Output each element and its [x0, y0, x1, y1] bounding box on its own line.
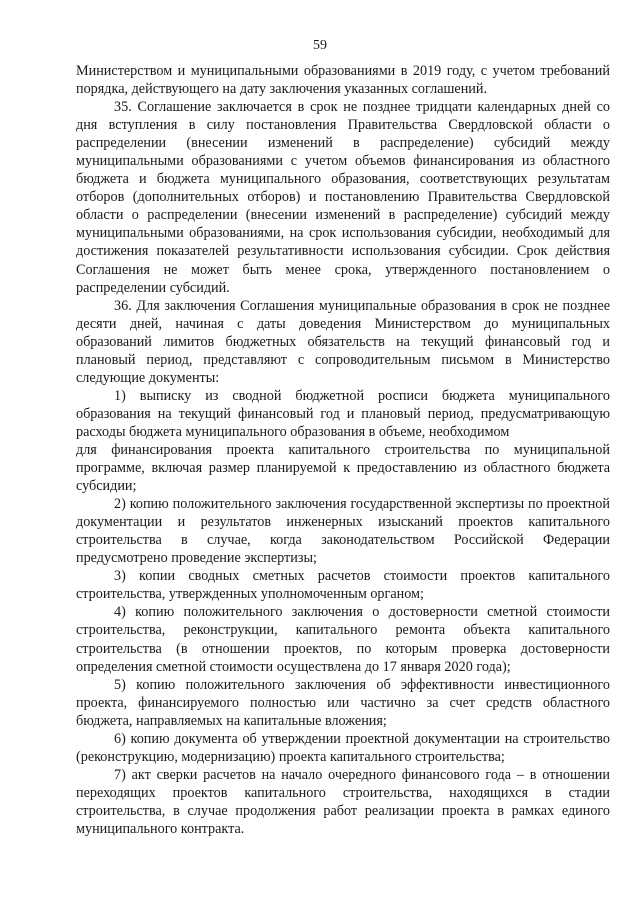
body-paragraph: 4) копию положительного заключения о достоверности сметной стоимости строительства, реконструкции, капитального ремонта объекта капитального строительства (в отношении проектов, по которым проверка достоверности определения сметной стоимости осуществлена до 17 января 2020 года);: [76, 604, 610, 675]
document-body: [76, 62, 610, 838]
body-paragraph: 36. Для заключения Соглашения муниципальные образования в срок не позднее десяти дней, начиная с даты доведения Министерством до муниципальных образований лимитов бюджетных обязательств на текущий финансовый год и плановый период, представляют с сопроводительным письмом в Министерство следующие документы:: [76, 297, 610, 386]
body-paragraph: 6) копию документа об утверждении проектной документации на строительство (реконструкцию, модернизацию) проекта капитального строительства;: [76, 730, 610, 765]
page-number: 59: [313, 38, 327, 53]
body-paragraph: для финансирования проекта капитального строительства по муниципальной программе, включая размер планируемой к предоставлению из областного бюджета субсидии;: [76, 441, 610, 495]
body-paragraph: Министерством и муниципальными образованиями в 2019 году, с учетом требований порядка, действующего на дату заключения указанных соглашений.: [76, 63, 610, 98]
body-paragraph: 1) выписку из сводной бюджетной росписи бюджета муниципального образования на текущий финансовый год и плановый период, предусматривающую расходы бюджета муниципального образования в объеме, необходимом: [76, 387, 610, 440]
body-paragraph: 7) акт сверки расчетов на начало очередного финансового года – в отношении переходящих проектов капитального строительства, находящихся в стадии строительства, в случае продолжения работ реализации проекта в рамках единого муниципального контракта.: [76, 766, 610, 837]
body-paragraph: 5) копию положительного заключения об эффективности инвестиционного проекта, финансируемого полностью или частично за счет средств областного бюджета, направляемых на капитальные вложения;: [76, 676, 610, 729]
body-paragraph: 35. Соглашение заключается в срок не позднее тридцати календарных дней со дня вступления в силу постановления Правительства Свердловской области о распределении (внесении изменений в распределение) субсидий между муниципальными образованиями с учетом объемов финансирования из областного бюджета и бюджета муниципального образования, соответствующих результатам отборов (дополнительных отборов) и постановлению Правительства Свердловской области о распределении (внесении изменений в распределение) субсидий между муниципальными образованиями, на срок использования субсидии, необходимый для достижения показателей результативности использования субсидии. Срок действия Соглашения не может быть менее срока, утвержденного постановлением о распределении субсидий.: [76, 99, 610, 296]
body-paragraph: 3) копии сводных сметных расчетов стоимости проектов капитального строительства, утвержденных уполномоченным органом;: [76, 568, 610, 603]
body-paragraph: 2) копию положительного заключения государственной экспертизы по проектной документации и результатов инженерных изысканий проектов капитального строительства в случае, когда законодательством Российской Федерации предусмотрено проведение экспертизы;: [76, 496, 610, 567]
